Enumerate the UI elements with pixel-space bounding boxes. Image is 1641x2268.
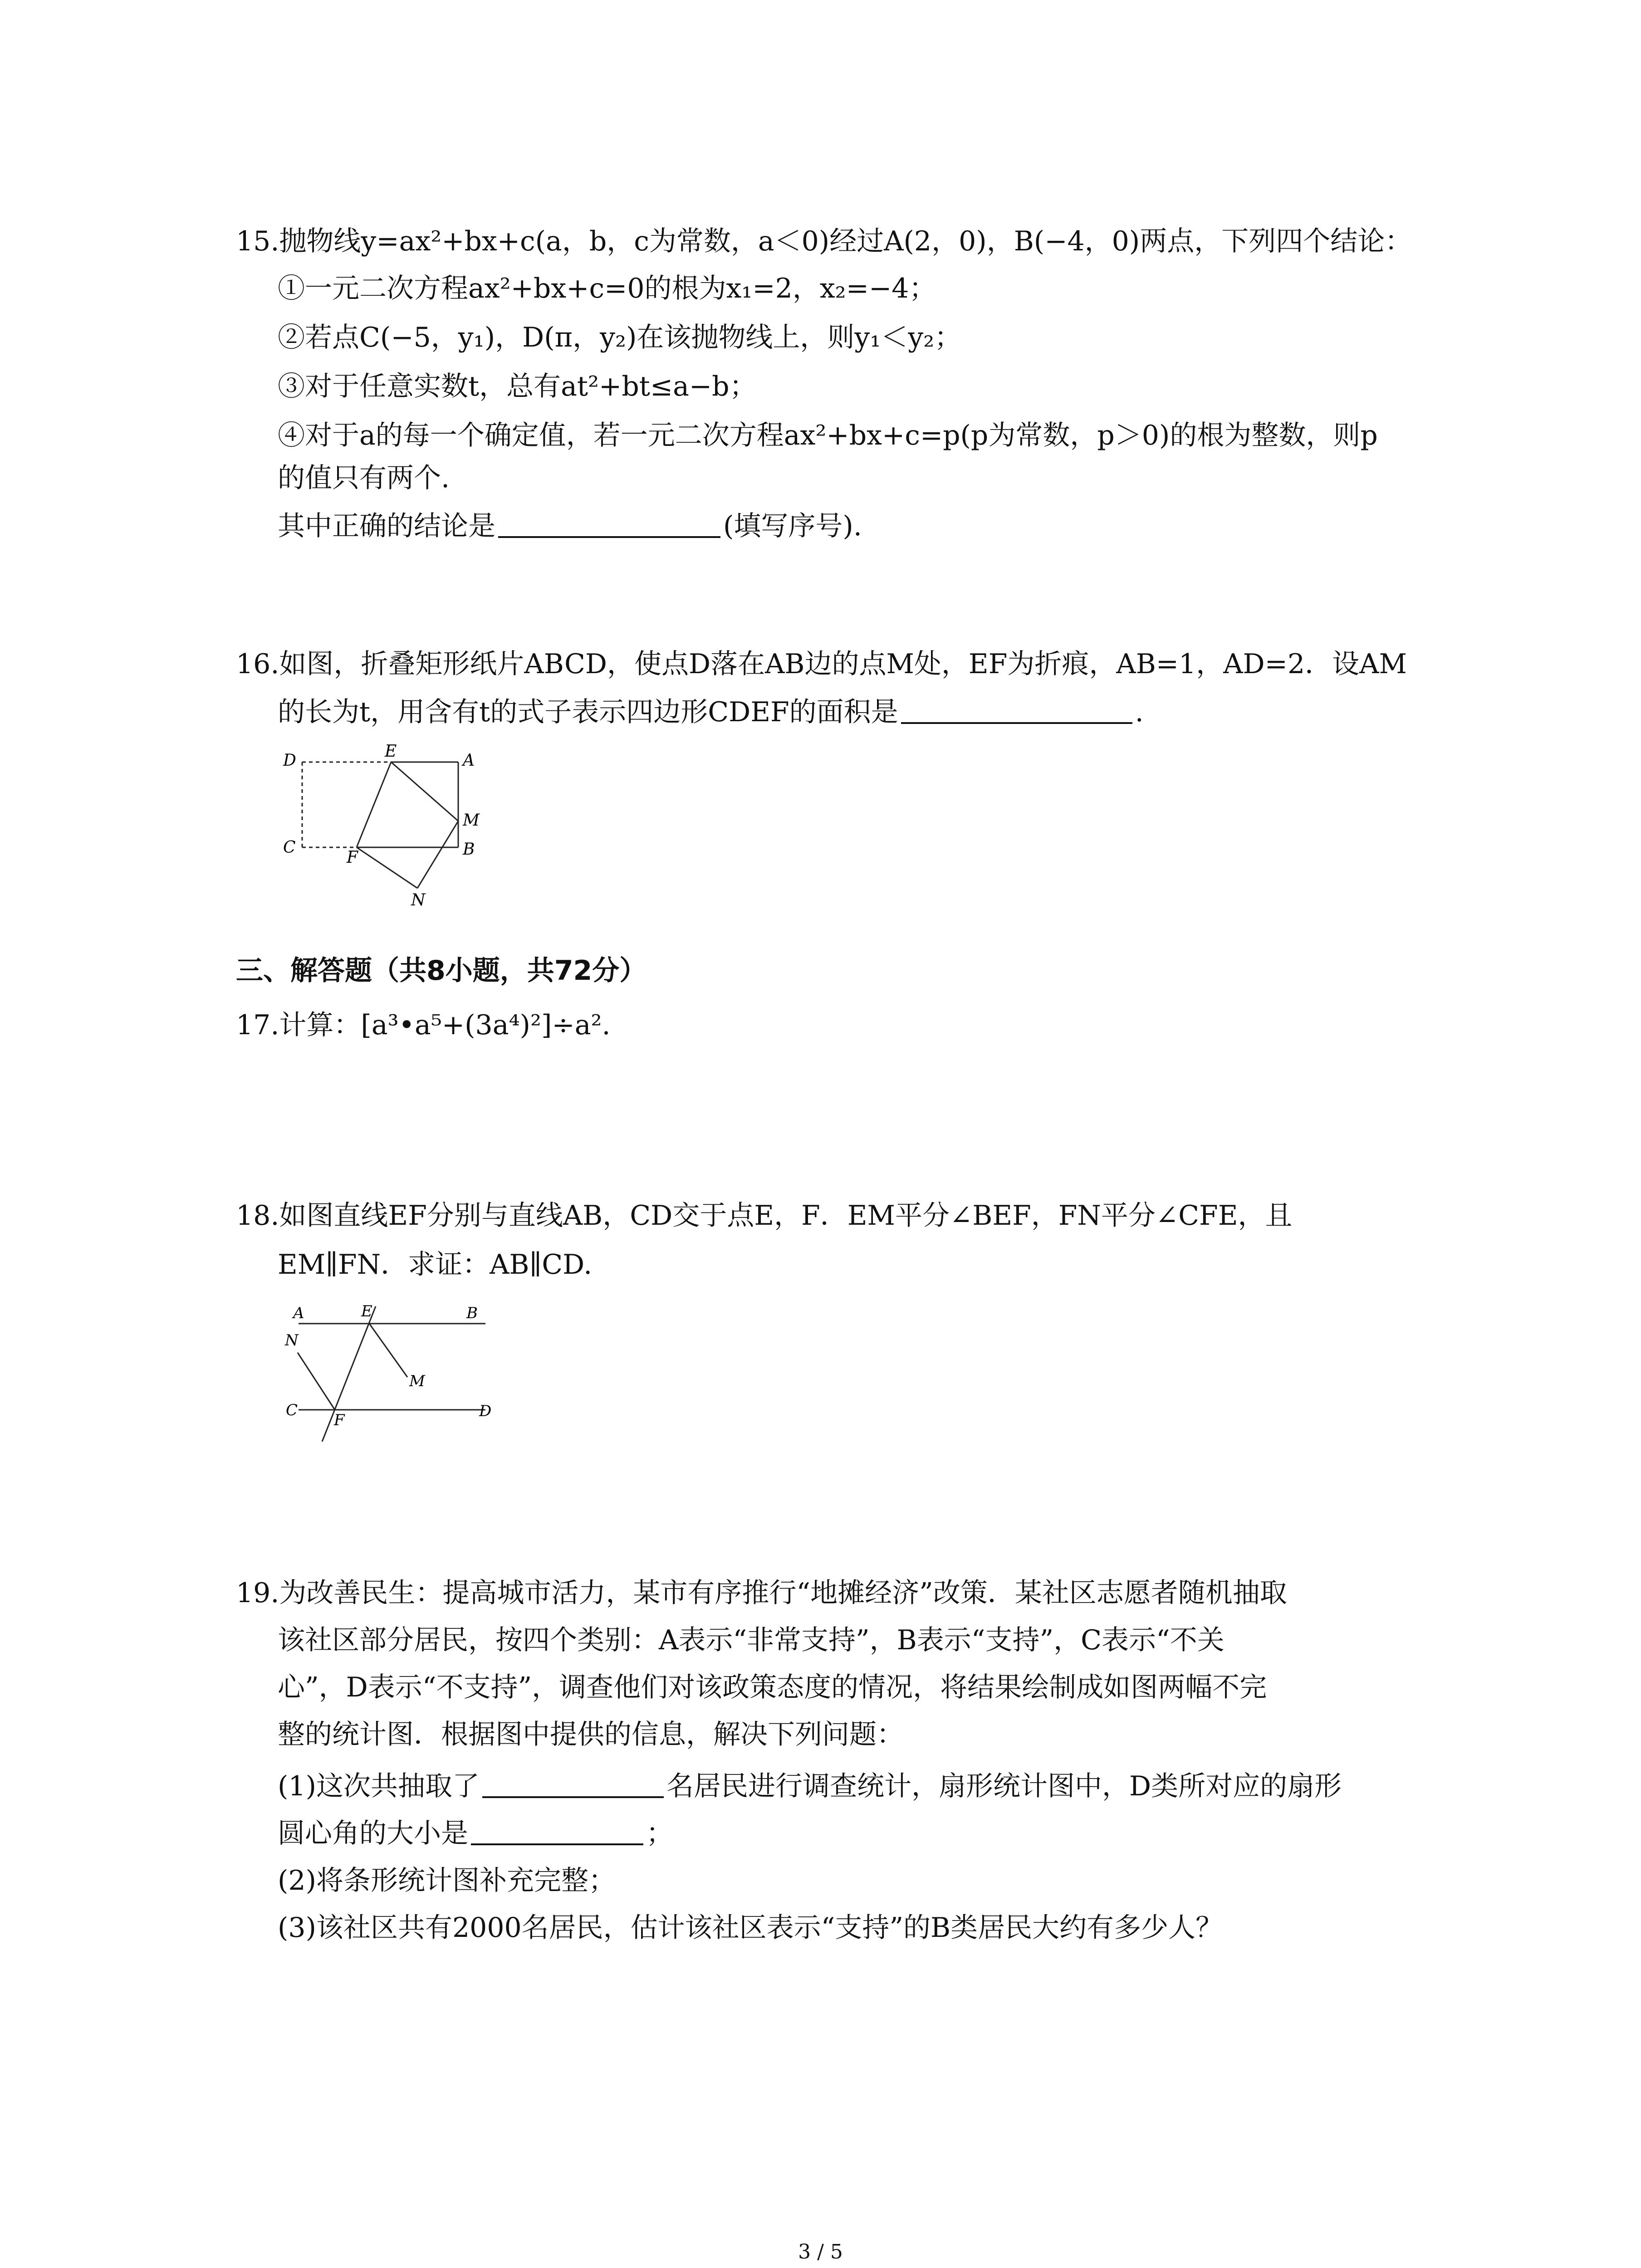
q19-part-1b: [278, 1815, 673, 1852]
q19-part-1: [278, 1768, 1342, 1804]
q18-ray-FN: [298, 1353, 335, 1410]
q18-label-B: B: [466, 1304, 478, 1322]
q18-label-C: C: [286, 1401, 298, 1419]
q17-line: [236, 1007, 611, 1043]
q17-number: 17.: [236, 1009, 279, 1041]
q19-line-1-text: 为改善民生：提高城市活力，某市有序推行“地摊经济”改策．某社区志愿者随机抽取: [279, 1577, 1287, 1609]
q16-label-E: E: [385, 744, 397, 761]
q16-answer-blank[interactable]: [901, 694, 1132, 724]
q16-figure: [272, 744, 508, 907]
q19-part-3: (3)该社区共有2000名居民，估计该社区表示“支持”的B类居民大约有多少人？: [278, 1912, 1223, 1944]
q17-text: 计算：[a³•a⁵+(3a⁴)²]÷a².: [279, 1009, 611, 1041]
q19-part-1b-suffix: ；: [646, 1818, 673, 1849]
q15-answer-suffix: (填写序号).: [723, 510, 862, 542]
q16-label-C: C: [283, 838, 296, 857]
q18-label-E: E: [361, 1302, 372, 1320]
q18-ray-EM: [369, 1324, 407, 1377]
q15-answer-line: [278, 508, 862, 544]
q16-label-N: N: [411, 891, 426, 907]
q18-line-1: [236, 1198, 1293, 1234]
q15-stem-text: 抛物线y=ax²+bx+c(a，b，c为常数，a＜0)经过A(2，0)，B(−4，0)两点，下列四个结论：: [279, 225, 1412, 257]
q15-conclusion-2: ②若点C(−5，y₁)，D(π，y₂)在该抛物线上，则y₁＜y₂；: [278, 322, 962, 353]
q16-line-2: [278, 694, 1144, 730]
section-3-heading: 三、解答题（共8小题，共72分）: [236, 955, 647, 987]
q16-fold-EF: [357, 762, 391, 847]
q16-label-B: B: [463, 840, 475, 859]
page-number: 3 / 5: [798, 2240, 843, 2263]
q18-label-F: F: [334, 1411, 345, 1429]
q16-edge-FN: [357, 847, 417, 888]
q19-part-1b-blank[interactable]: [471, 1815, 643, 1845]
q16-label-F: F: [347, 848, 358, 867]
q18-line-2: EM∥FN．求证：AB∥CD.: [278, 1249, 593, 1281]
q16-number: 16.: [236, 648, 279, 680]
q18-label-D: D: [479, 1402, 492, 1420]
q18-line-EF: [322, 1306, 376, 1442]
q15-conclusion-4: ④对于a的每一个确定值，若一元二次方程ax²+bx+c=p(p为常数，p＞0)的根为整数，则p: [278, 420, 1378, 451]
q18-label-M: M: [409, 1372, 425, 1390]
q15-answer-prefix: 其中正确的结论是: [278, 510, 495, 542]
q18-label-A: A: [293, 1304, 304, 1322]
q16-line-1-text: 如图，折叠矩形纸片ABCD，使点D落在AB边的点M处，EF为折痕，AB=1，AD=2．设AM: [279, 648, 1407, 680]
q19-part-1b-prefix: 圆心角的大小是: [278, 1818, 468, 1849]
q19-part-2: (2)将条形统计图补充完整；: [278, 1865, 616, 1897]
q16-edge-EM: [391, 762, 458, 821]
q15-conclusion-1: ①一元二次方程ax²+bx+c=0的根为x₁=2，x₂=−4；: [278, 273, 936, 304]
q19-line-1: [236, 1575, 1287, 1611]
q16-line-2-suffix: .: [1135, 696, 1144, 728]
q16-line-1: [236, 646, 1407, 682]
q16-label-A: A: [463, 751, 475, 770]
q19-part-1-suffix: 名居民进行调查统计，扇形统计图中，D类所对应的扇形: [666, 1770, 1342, 1802]
q16-edge-MN: [417, 821, 458, 888]
q15-stem: [236, 223, 1412, 259]
q19-part-1-prefix: (1)这次共抽取了: [278, 1770, 480, 1802]
q15-conclusion-4-cont: 的值只有两个.: [278, 462, 450, 494]
q18-figure: [272, 1297, 508, 1461]
q16-line-2-prefix: 的长为t，用含有t的式子表示四边形CDEF的面积是: [278, 696, 898, 728]
q15-answer-blank[interactable]: [498, 508, 720, 538]
q19-part-1-blank[interactable]: [482, 1768, 664, 1798]
q15-number: 15.: [236, 225, 279, 257]
q19-line-4: 整的统计图．根据图中提供的信息，解决下列问题：: [278, 1719, 904, 1750]
q18-label-N: N: [285, 1331, 299, 1349]
q19-line-3: 心”，D表示“不支持”，调查他们对该政策态度的情况，将结果绘制成如图两幅不完: [278, 1672, 1267, 1703]
q16-label-M: M: [463, 811, 480, 830]
q18-number: 18.: [236, 1200, 279, 1232]
q16-label-D: D: [283, 751, 296, 770]
q19-line-2: 该社区部分居民，按四个类别：A表示“非常支持”，B表示“支持”，C表示“不关: [278, 1624, 1225, 1656]
q15-conclusion-3: ③对于任意实数t，总有at²+bt≤a−b；: [278, 371, 757, 402]
q19-number: 19.: [236, 1577, 279, 1609]
q18-line-1-text: 如图直线EF分别与直线AB，CD交于点E，F．EM平分∠BEF，FN平分∠CFE，且: [279, 1200, 1293, 1232]
